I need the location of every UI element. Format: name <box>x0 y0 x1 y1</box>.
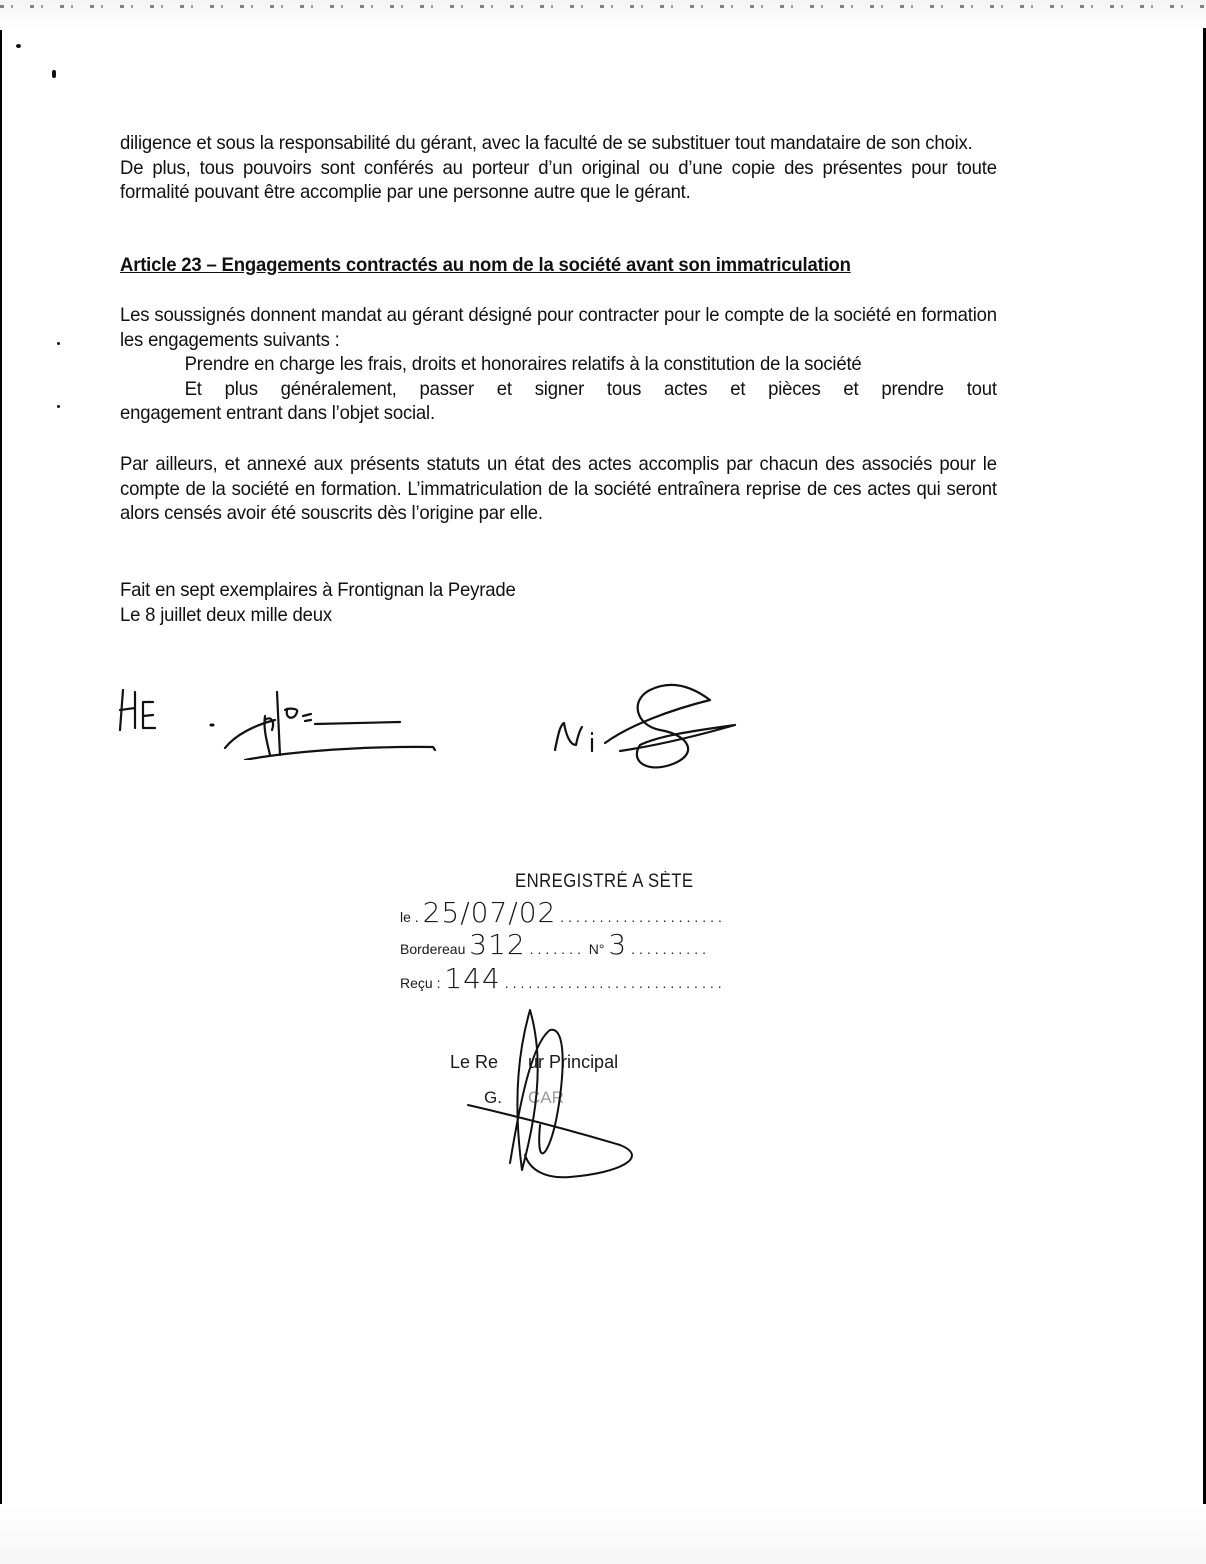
scan-bottom-margin <box>0 1504 1206 1564</box>
stamp-recu-value: 144 <box>444 962 501 995</box>
signature-left <box>115 680 445 760</box>
continuation-line: De plus, tous pouvoirs sont conférés au porteur d’un original ou d’une copie des présentes pour toute formalité pouvant être accomplie par une personne autre que le gérant. <box>120 156 997 203</box>
stamp-number-label: N° <box>588 941 605 957</box>
page-edge-left <box>0 30 2 1564</box>
signature-stroke <box>285 709 311 721</box>
scan-speck <box>57 342 60 345</box>
signature-right <box>550 675 750 785</box>
dotted-leader: .......... <box>631 941 710 957</box>
signature-loop <box>517 1010 537 1170</box>
signature-flourish <box>605 685 735 768</box>
stamp-recu-row <box>400 962 726 995</box>
initials-stroke <box>143 702 155 728</box>
stamp-recu-label: Reçu : <box>400 975 441 991</box>
article-body <box>120 303 997 426</box>
stamp-bordereau-value: 312 <box>469 928 526 961</box>
receiver-title-rest: ur Principal <box>528 1052 619 1072</box>
engagement-item: Et plus généralement, passer et signer tous actes et pièces et prendre tout <box>184 377 997 400</box>
signature-stroke <box>264 692 280 755</box>
closing-place: Fait en sept exemplaires à Frontignan la Peyrade <box>120 579 516 601</box>
stamp-date-value: 25/07/02 <box>422 896 557 929</box>
signature-stroke <box>555 723 582 750</box>
signature-stroke <box>315 722 400 724</box>
dotted-leader: ....... <box>529 941 585 957</box>
dotted-leader: ............................ <box>504 975 726 991</box>
continuation-paragraph <box>120 131 997 205</box>
closing-date: Le 8 juillet deux mille deux <box>120 603 332 626</box>
signature-flourish <box>225 720 435 760</box>
article-heading: Article 23 – Engagements contractés au nom de la société avant son immatriculation <box>120 254 851 276</box>
receiver-signature <box>450 1005 650 1180</box>
stamp-date-label: le . <box>400 909 419 925</box>
engagement-item: Prendre en charge les frais, droits et honoraires relatifs à la constitution de la société <box>184 353 862 375</box>
dotted-leader: ..................... <box>560 909 726 925</box>
scan-speck <box>57 405 60 408</box>
stamp-bordereau-row <box>400 928 710 961</box>
engagement-item-tail: engagement entrant dans l’objet social. <box>120 402 435 424</box>
initials-stroke <box>120 690 135 730</box>
scan-speck <box>52 70 56 78</box>
annex-text: Par ailleurs, et annexé aux présents statuts un état des actes accomplis par chacun des associés pour le compte de la société en formation. L’immatriculation de la société entraînera reprise de ces actes qui seront alors censés avoir été souscrits dès l’origine par elle. <box>120 453 997 524</box>
scan-artifact-line <box>0 5 1206 8</box>
continuation-line: diligence et sous la responsabilité du gérant, avec la faculté de se substituer tout mandataire de son choix. <box>120 132 973 154</box>
annex-paragraph <box>120 452 997 526</box>
stamp-title: ENREGISTRÉ A SÈTE <box>515 871 694 892</box>
scan-top-margin <box>0 0 1206 30</box>
scan-speck <box>16 44 21 48</box>
stamp-number-value: 3 <box>608 928 628 961</box>
receiver-name-initial: G. <box>484 1088 502 1107</box>
closing <box>120 578 997 627</box>
article-intro: Les soussignés donnent mandat au gérant désigné pour contracter pour le compte de la société en formation les engagements suivants : <box>120 304 997 351</box>
stamp-bordereau-label: Bordereau <box>400 941 466 957</box>
stamp-date-row <box>400 896 726 929</box>
receiver-name-faded: CAR <box>527 1088 564 1107</box>
receiver-title-text: Le Re <box>450 1052 499 1072</box>
